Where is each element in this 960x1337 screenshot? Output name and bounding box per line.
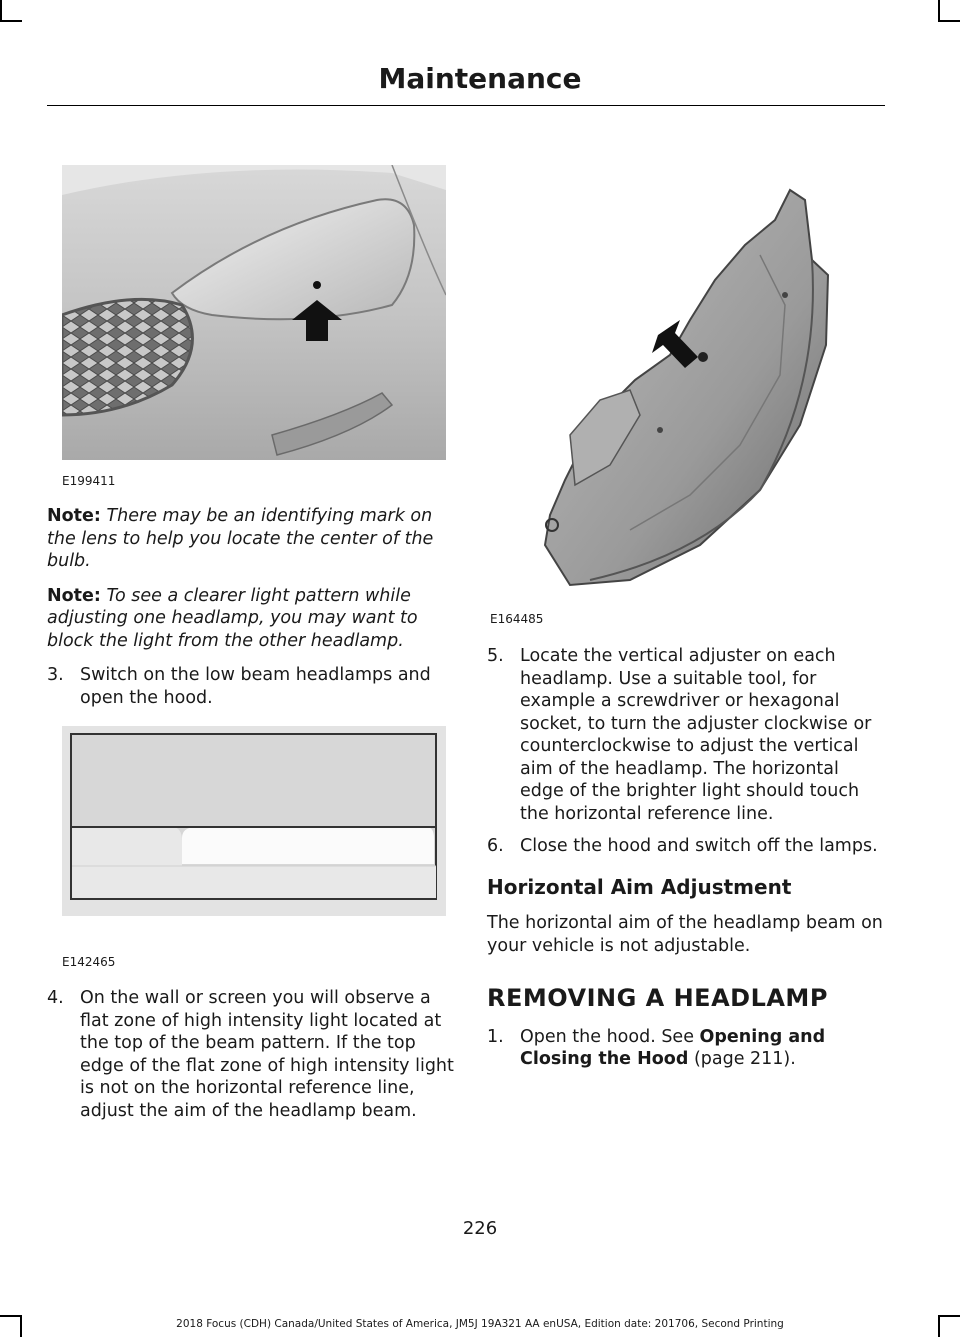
step-number: 6. (487, 836, 504, 856)
cross-reference-link[interactable]: Opening and Closing the Hood (520, 1026, 826, 1069)
crop-mark (0, 20, 22, 22)
beam-pattern-figure (62, 726, 446, 916)
car-headlamp-figure (62, 165, 446, 460)
step-text: Open the hood. See (520, 1026, 700, 1047)
figure-code: E164485 (490, 612, 544, 626)
step-text: Switch on the low beam headlamps and open the hood. (80, 665, 431, 708)
section-heading: REMOVING A HEADLAMP (487, 984, 828, 1012)
page-title: Maintenance (378, 62, 582, 95)
step-item (47, 664, 452, 709)
note-label: Note: (47, 506, 101, 526)
crop-mark (938, 0, 940, 22)
step-item (47, 987, 462, 1122)
left-column-upper (47, 505, 452, 719)
note-text: To see a clearer light pattern while adjusting one headlamp, you may want to block the light from the other headlamp. (47, 585, 418, 651)
note-label: Note: (47, 585, 101, 606)
step-number: 1. (487, 1026, 504, 1047)
crop-mark (0, 0, 2, 22)
footer-text: 2018 Focus (CDH) Canada/United States of America, JM5J 19A321 AA enUSA, Edition date: 201706, Second Printing (176, 1318, 784, 1330)
crop-mark (938, 20, 960, 22)
step-number: 5. (487, 646, 504, 666)
step-text: (page 211). (688, 1049, 796, 1069)
paragraph: The horizontal aim of the headlamp beam on your vehicle is not adjustable. (487, 913, 883, 956)
step-item (487, 1026, 887, 1071)
step-number: 3. (47, 665, 64, 685)
crop-mark (0, 1315, 22, 1317)
step-item (487, 645, 887, 825)
note (47, 585, 452, 653)
crop-mark (938, 1315, 960, 1317)
figure-code: E199411 (62, 474, 116, 488)
left-column-lower (47, 987, 462, 1132)
step-text: Locate the vertical adjuster on each headlamp. Use a suitable tool, for example a screwdriver or hexagonal socket, to turn the adjuster clockwise or counterclockwise to adjust the vertical aim of the headlamp. The horizontal edge of the brighter light should touch the horizontal reference line. (520, 646, 872, 824)
page-number: 226 (462, 1218, 498, 1239)
subheading: Horizontal Aim Adjustment (487, 874, 792, 899)
step-item (487, 835, 887, 858)
step-text: On the wall or screen you will observe a flat zone of high intensity light located at the top of the beam pattern. If the top edge of the flat zone of high intensity light is not on the horizontal reference line, adjust the aim of the headlamp beam. (80, 988, 454, 1121)
right-column (487, 645, 887, 1081)
note (47, 505, 452, 573)
figure-code: E142465 (62, 955, 116, 969)
step-text: Close the hood and switch off the lamps. (520, 836, 878, 856)
headlamp-assembly-figure (530, 185, 830, 590)
note-text: There may be an identifying mark on the lens to help you locate the center of the bulb. (47, 506, 434, 571)
step-number: 4. (47, 988, 64, 1008)
header-rule (47, 105, 885, 106)
